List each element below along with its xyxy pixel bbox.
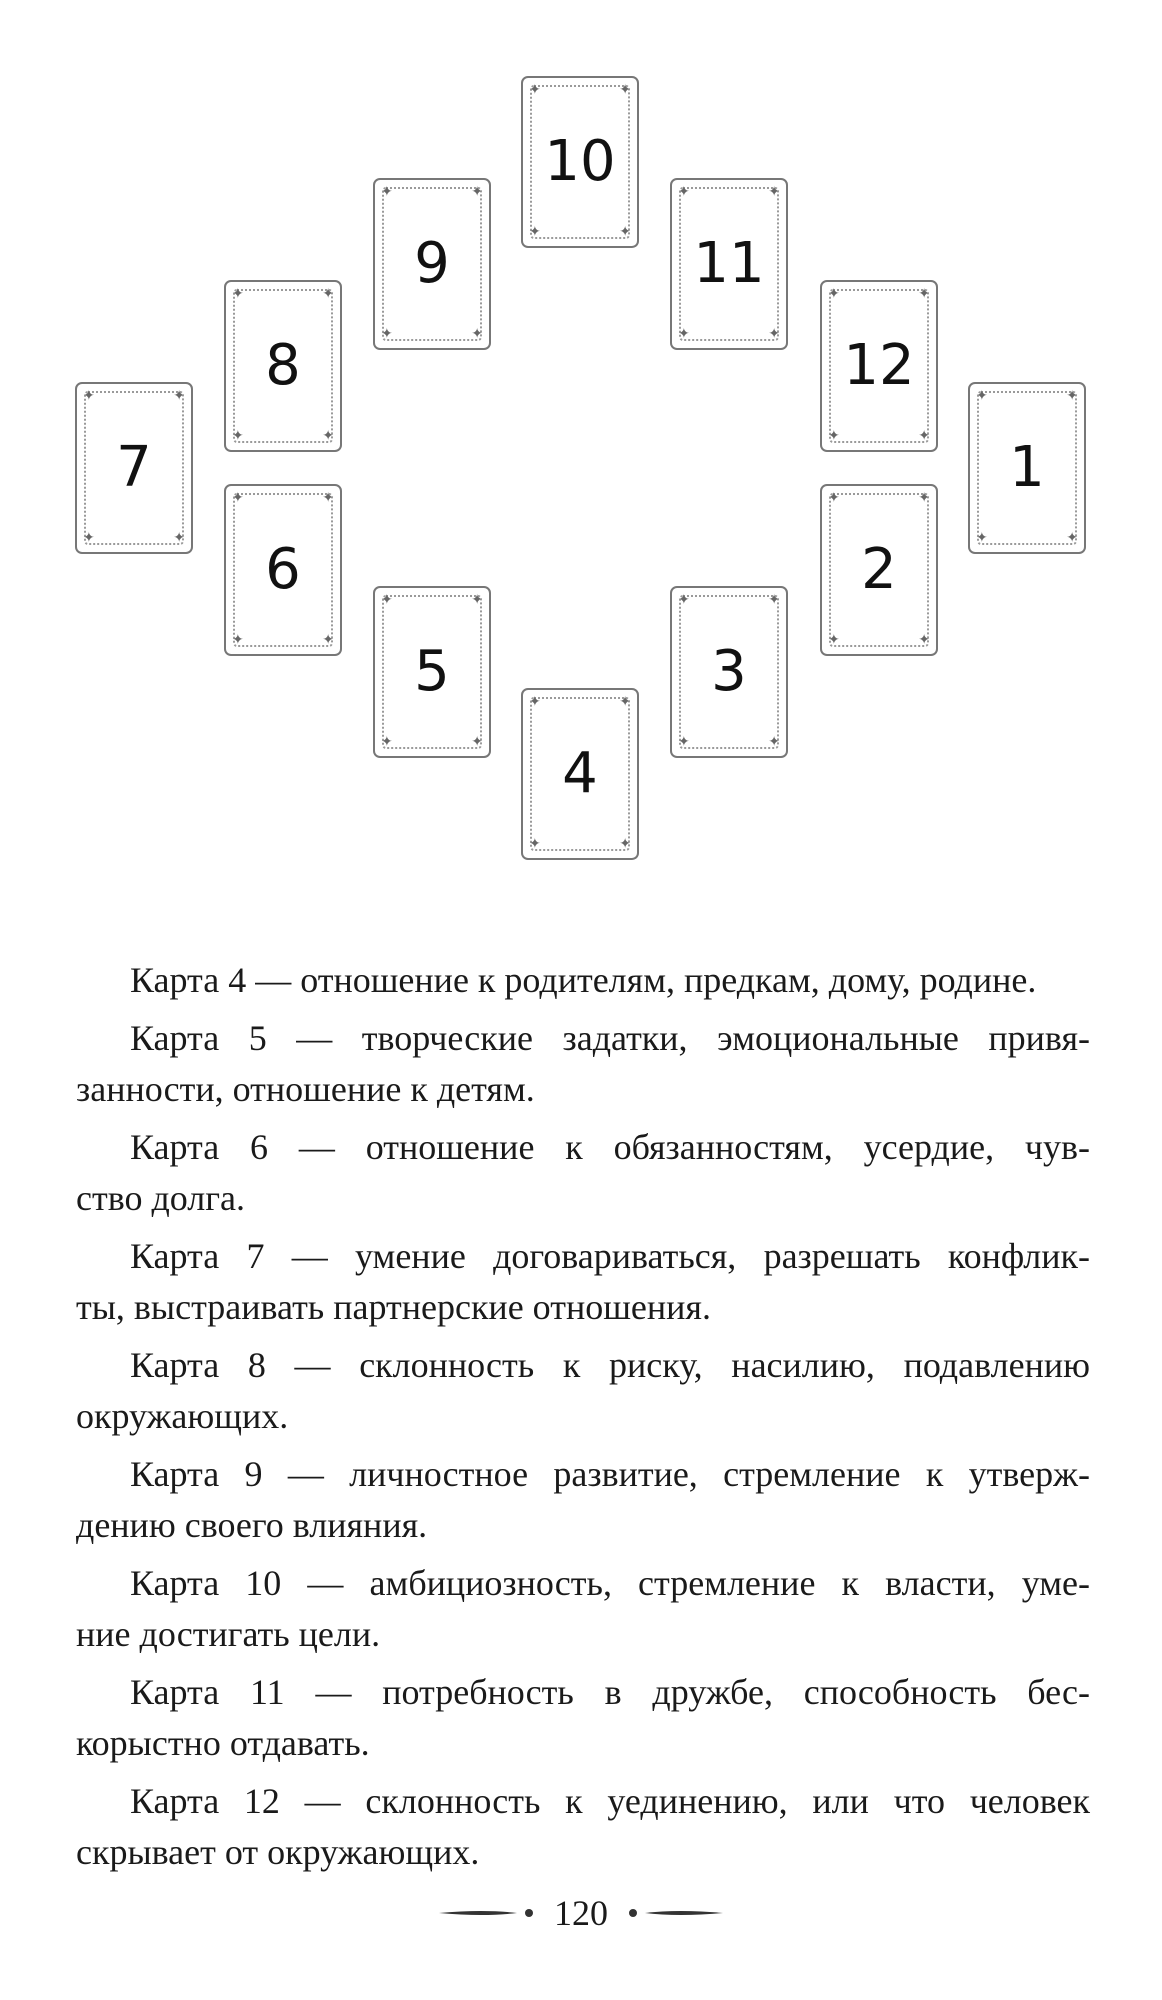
card-spread-diagram: [0, 0, 1162, 880]
paragraph-card-11: Карта 11 — потребность в дружбе, способность бес- корыстно отдавать.: [76, 1671, 1090, 1763]
card-number: 12: [843, 333, 915, 398]
card-2: ✦ ✦ ✦ ✦ 2: [820, 484, 938, 656]
card-number: 4: [562, 741, 598, 806]
page-number: 120: [554, 1893, 608, 1933]
card-9: ✦ ✦ ✦ ✦ 9: [373, 178, 491, 350]
paragraph-card-5: Карта 5 — творческие задатки, эмоциональные привя- занности, отношение к детям.: [76, 1017, 1090, 1109]
card-10: ✦ ✦ ✦ ✦ 10: [521, 76, 639, 248]
card-number: 6: [265, 537, 301, 602]
right-ornament-icon: [628, 1906, 723, 1920]
card-meanings-text: [76, 955, 1090, 1885]
card-number: 9: [414, 231, 450, 296]
paragraph-card-6: Карта 6 — отношение к обязанностям, усердие, чув- ство долга.: [76, 1126, 1090, 1218]
card-number: 11: [693, 231, 765, 296]
card-5: ✦ ✦ ✦ ✦ 5: [373, 586, 491, 758]
paragraph-card-7: Карта 7 — умение договариваться, разрешать конфлик- ты, выстраивать партнерские отношения.: [76, 1235, 1090, 1327]
card-number: 2: [861, 537, 897, 602]
paragraph-card-12: Карта 12 — склонность к уединению, или что человек скрывает от окружающих.: [76, 1780, 1090, 1872]
card-3: ✦ ✦ ✦ ✦ 3: [670, 586, 788, 758]
card-11: ✦ ✦ ✦ ✦ 11: [670, 178, 788, 350]
card-1: ✦ ✦ ✦ ✦ 1: [968, 382, 1086, 554]
paragraph-card-8: Карта 8 — склонность к риску, насилию, подавлению окружающих.: [76, 1344, 1090, 1436]
card-12: ✦ ✦ ✦ ✦ 12: [820, 280, 938, 452]
page-footer: [0, 1888, 1162, 1938]
card-number: 7: [116, 435, 152, 500]
card-number: 1: [1009, 435, 1045, 500]
card-number: 3: [711, 639, 747, 704]
card-7: ✦ ✦ ✦ ✦ 7: [75, 382, 193, 554]
left-ornament-icon: [439, 1906, 534, 1920]
card-number: 10: [544, 129, 616, 194]
paragraph-card-10: Карта 10 — амбициозность, стремление к власти, уме- ние достигать цели.: [76, 1562, 1090, 1654]
card-number: 5: [414, 639, 450, 704]
card-6: ✦ ✦ ✦ ✦ 6: [224, 484, 342, 656]
card-8: ✦ ✦ ✦ ✦ 8: [224, 280, 342, 452]
paragraph-card-4: Карта 4 — отношение к родителям, предкам, дому, родине.: [130, 960, 1037, 1000]
card-4: ✦ ✦ ✦ ✦ 4: [521, 688, 639, 860]
card-number: 8: [265, 333, 301, 398]
paragraph-card-9: Карта 9 — личностное развитие, стремление к утверж- дению своего влияния.: [76, 1453, 1090, 1545]
